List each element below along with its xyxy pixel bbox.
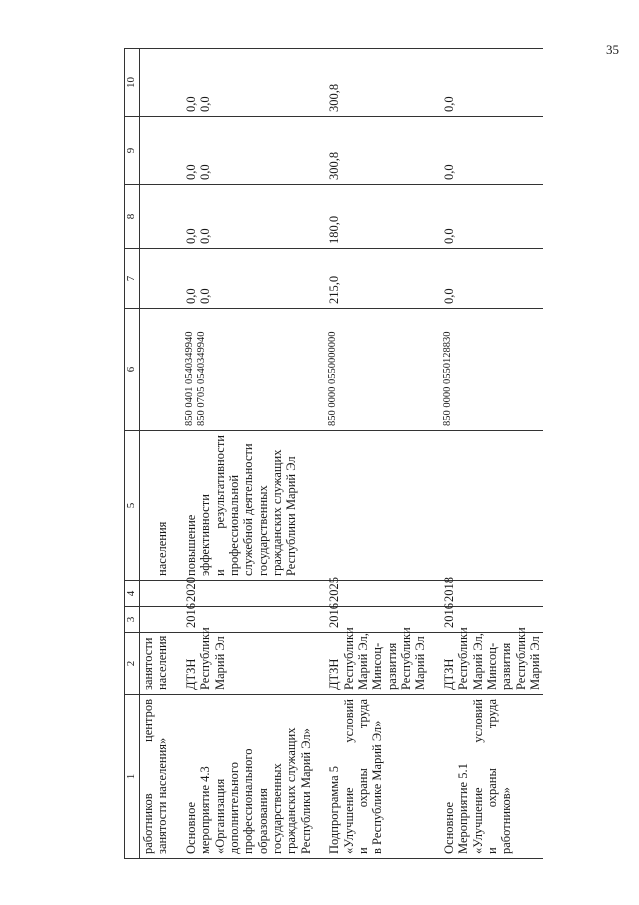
cell-line: 215,0	[327, 275, 342, 304]
cell-line: образования	[255, 788, 270, 854]
cell-line: профессиональной	[226, 474, 241, 576]
cell-col6	[183, 309, 314, 431]
header-cell-4: 4	[125, 581, 140, 607]
cell-col4	[183, 577, 314, 607]
cell-line: ДТЗН	[441, 658, 456, 690]
table-row	[140, 49, 171, 859]
cell-col2	[183, 627, 314, 695]
cell-line: мероприятие 4.3	[198, 766, 213, 854]
cell-col1	[441, 695, 544, 859]
cell-col7	[326, 249, 429, 309]
cell-line: повышение	[183, 514, 198, 576]
cell-col9	[183, 117, 314, 185]
cell-value: 2025	[327, 577, 342, 602]
cell-col6	[140, 309, 171, 431]
cell-line: 0,0	[441, 288, 456, 304]
cell-line: и результативности	[212, 435, 227, 576]
cell-col1	[326, 695, 429, 859]
table-row	[183, 49, 314, 859]
cell-col9	[326, 117, 429, 185]
table-header	[125, 49, 140, 859]
page-number: 35	[606, 42, 619, 57]
cell-line: 850 0000 0550128830	[441, 331, 453, 426]
table-body	[140, 49, 544, 859]
cell-line: занятости	[141, 637, 155, 690]
cell-line: Марий Эл,	[355, 633, 370, 690]
header-cell-6: 6	[125, 309, 140, 431]
cell-line: населения	[155, 521, 170, 576]
cell-line: государственных	[270, 763, 284, 854]
cell-line: Мероприятие 5.1	[456, 763, 471, 854]
cell-col5	[140, 431, 171, 581]
cell-line: 300,8	[327, 83, 342, 112]
cell-line: 850 0705 0540349940	[195, 331, 207, 426]
cell-line: 850 0401 0540349940	[183, 331, 195, 426]
cell-line: занятости населения»	[155, 737, 170, 854]
cell-col5	[326, 431, 429, 581]
table-row	[326, 49, 429, 859]
cell-line: Республики Марий Эл»	[298, 728, 313, 854]
cell-line: Республики	[513, 627, 528, 690]
cell-line: Основное	[183, 801, 198, 854]
cell-col2	[326, 627, 429, 695]
cell-col9	[441, 117, 544, 185]
cell-line: дополнительного	[226, 762, 241, 854]
cell-line: Минсоц-	[484, 642, 499, 690]
cell-col6	[326, 309, 429, 431]
cell-col2	[441, 627, 544, 695]
cell-line: Марий Эл	[528, 636, 542, 690]
cell-line	[141, 435, 155, 576]
rotated-table-sheet	[124, 49, 544, 859]
cell-line: населения	[155, 635, 170, 690]
cell-col4	[140, 581, 171, 607]
cell-line: 300,8	[327, 151, 342, 180]
cell-col8	[183, 185, 314, 249]
cell-col8	[441, 185, 544, 249]
cell-line: «Улучшение условий	[341, 699, 356, 854]
cell-line: Марий Эл,	[470, 633, 485, 690]
cell-col3	[140, 607, 171, 633]
cell-line: 180,0	[327, 215, 342, 244]
cell-line: 0,0	[183, 96, 198, 112]
cell-line: ДТЗН	[183, 658, 198, 690]
cell-line: «Организация	[212, 778, 227, 854]
cell-line: Республики	[341, 627, 356, 690]
cell-line: ДТЗН	[327, 658, 342, 690]
cell-col1	[140, 695, 171, 859]
cell-line: Республики	[456, 627, 471, 690]
cell-line: развития	[384, 642, 399, 690]
header-cell-1: 1	[125, 695, 140, 859]
cell-line: служебной деятельности	[241, 443, 256, 576]
cell-line: 0,0	[441, 96, 456, 112]
cell-line: Минсоц-	[370, 642, 385, 690]
cell-line: эффективности	[198, 494, 213, 576]
header-cell-7: 7	[125, 249, 140, 309]
cell-line: и охраны труда	[355, 699, 370, 854]
cell-col10	[140, 49, 171, 117]
cell-line: 0,0	[198, 228, 213, 244]
cell-line: профессионального	[241, 748, 256, 854]
table-row	[441, 49, 544, 859]
cell-line: Марий Эл	[212, 636, 227, 690]
cell-line: Республики Марий Эл	[284, 456, 299, 576]
cell-line: гражданских служащих	[270, 449, 284, 576]
cell-col5	[183, 431, 314, 581]
header-cell-10: 10	[125, 49, 140, 117]
cell-value: 2016	[327, 603, 342, 628]
cell-col7	[183, 249, 314, 309]
cell-col8	[140, 185, 171, 249]
cell-line: 0,0	[198, 164, 213, 180]
cell-col10	[441, 49, 544, 117]
cell-line: государственных	[255, 485, 270, 576]
cell-line: 0,0	[183, 288, 198, 304]
cell-value: 2016	[183, 603, 198, 628]
header-cell-8: 8	[125, 185, 140, 249]
cell-col10	[326, 49, 429, 117]
cell-line: 0,0	[441, 164, 456, 180]
header-cell-9: 9	[125, 117, 140, 185]
cell-col6	[441, 309, 544, 431]
cell-line: и охраны труда	[484, 699, 499, 854]
cell-line: 0,0	[183, 164, 198, 180]
cell-line: в Республике Марий Эл»	[370, 720, 385, 854]
cell-line: гражданских служащих	[284, 727, 299, 854]
cell-line: Республики	[399, 627, 413, 690]
cell-col9	[140, 117, 171, 185]
cell-line: 0,0	[183, 228, 198, 244]
cell-col4	[441, 577, 544, 607]
cell-col8	[326, 185, 429, 249]
cell-value: 2018	[441, 577, 456, 602]
cell-col2	[140, 633, 171, 695]
cell-line: работников»	[499, 787, 514, 854]
header-cell-3: 3	[125, 607, 140, 633]
cell-line: Марий Эл	[413, 636, 428, 690]
cell-value: 2020	[183, 577, 198, 602]
cell-line: Основное	[441, 801, 456, 854]
cell-col7	[441, 249, 544, 309]
header-cell-5: 5	[125, 431, 140, 581]
cell-col10	[183, 49, 314, 117]
cell-line: «Улучшение условий	[470, 699, 485, 854]
cell-value: 2016	[441, 603, 456, 628]
cell-line: Подпрограмма 5	[327, 765, 342, 854]
cell-col4	[326, 577, 429, 607]
header-cell-2: 2	[125, 633, 140, 695]
cell-line: 0,0	[198, 96, 213, 112]
budget-table	[124, 48, 543, 859]
cell-line: Республики	[198, 627, 213, 690]
cell-col7	[140, 249, 171, 309]
cell-col5	[441, 431, 544, 581]
cell-col1	[183, 695, 314, 859]
cell-line: 0,0	[441, 228, 456, 244]
cell-line: развития	[499, 642, 514, 690]
cell-line: работников центров	[141, 699, 155, 854]
cell-line: 850 0000 0550000000	[327, 331, 339, 426]
cell-line: 0,0	[198, 288, 213, 304]
